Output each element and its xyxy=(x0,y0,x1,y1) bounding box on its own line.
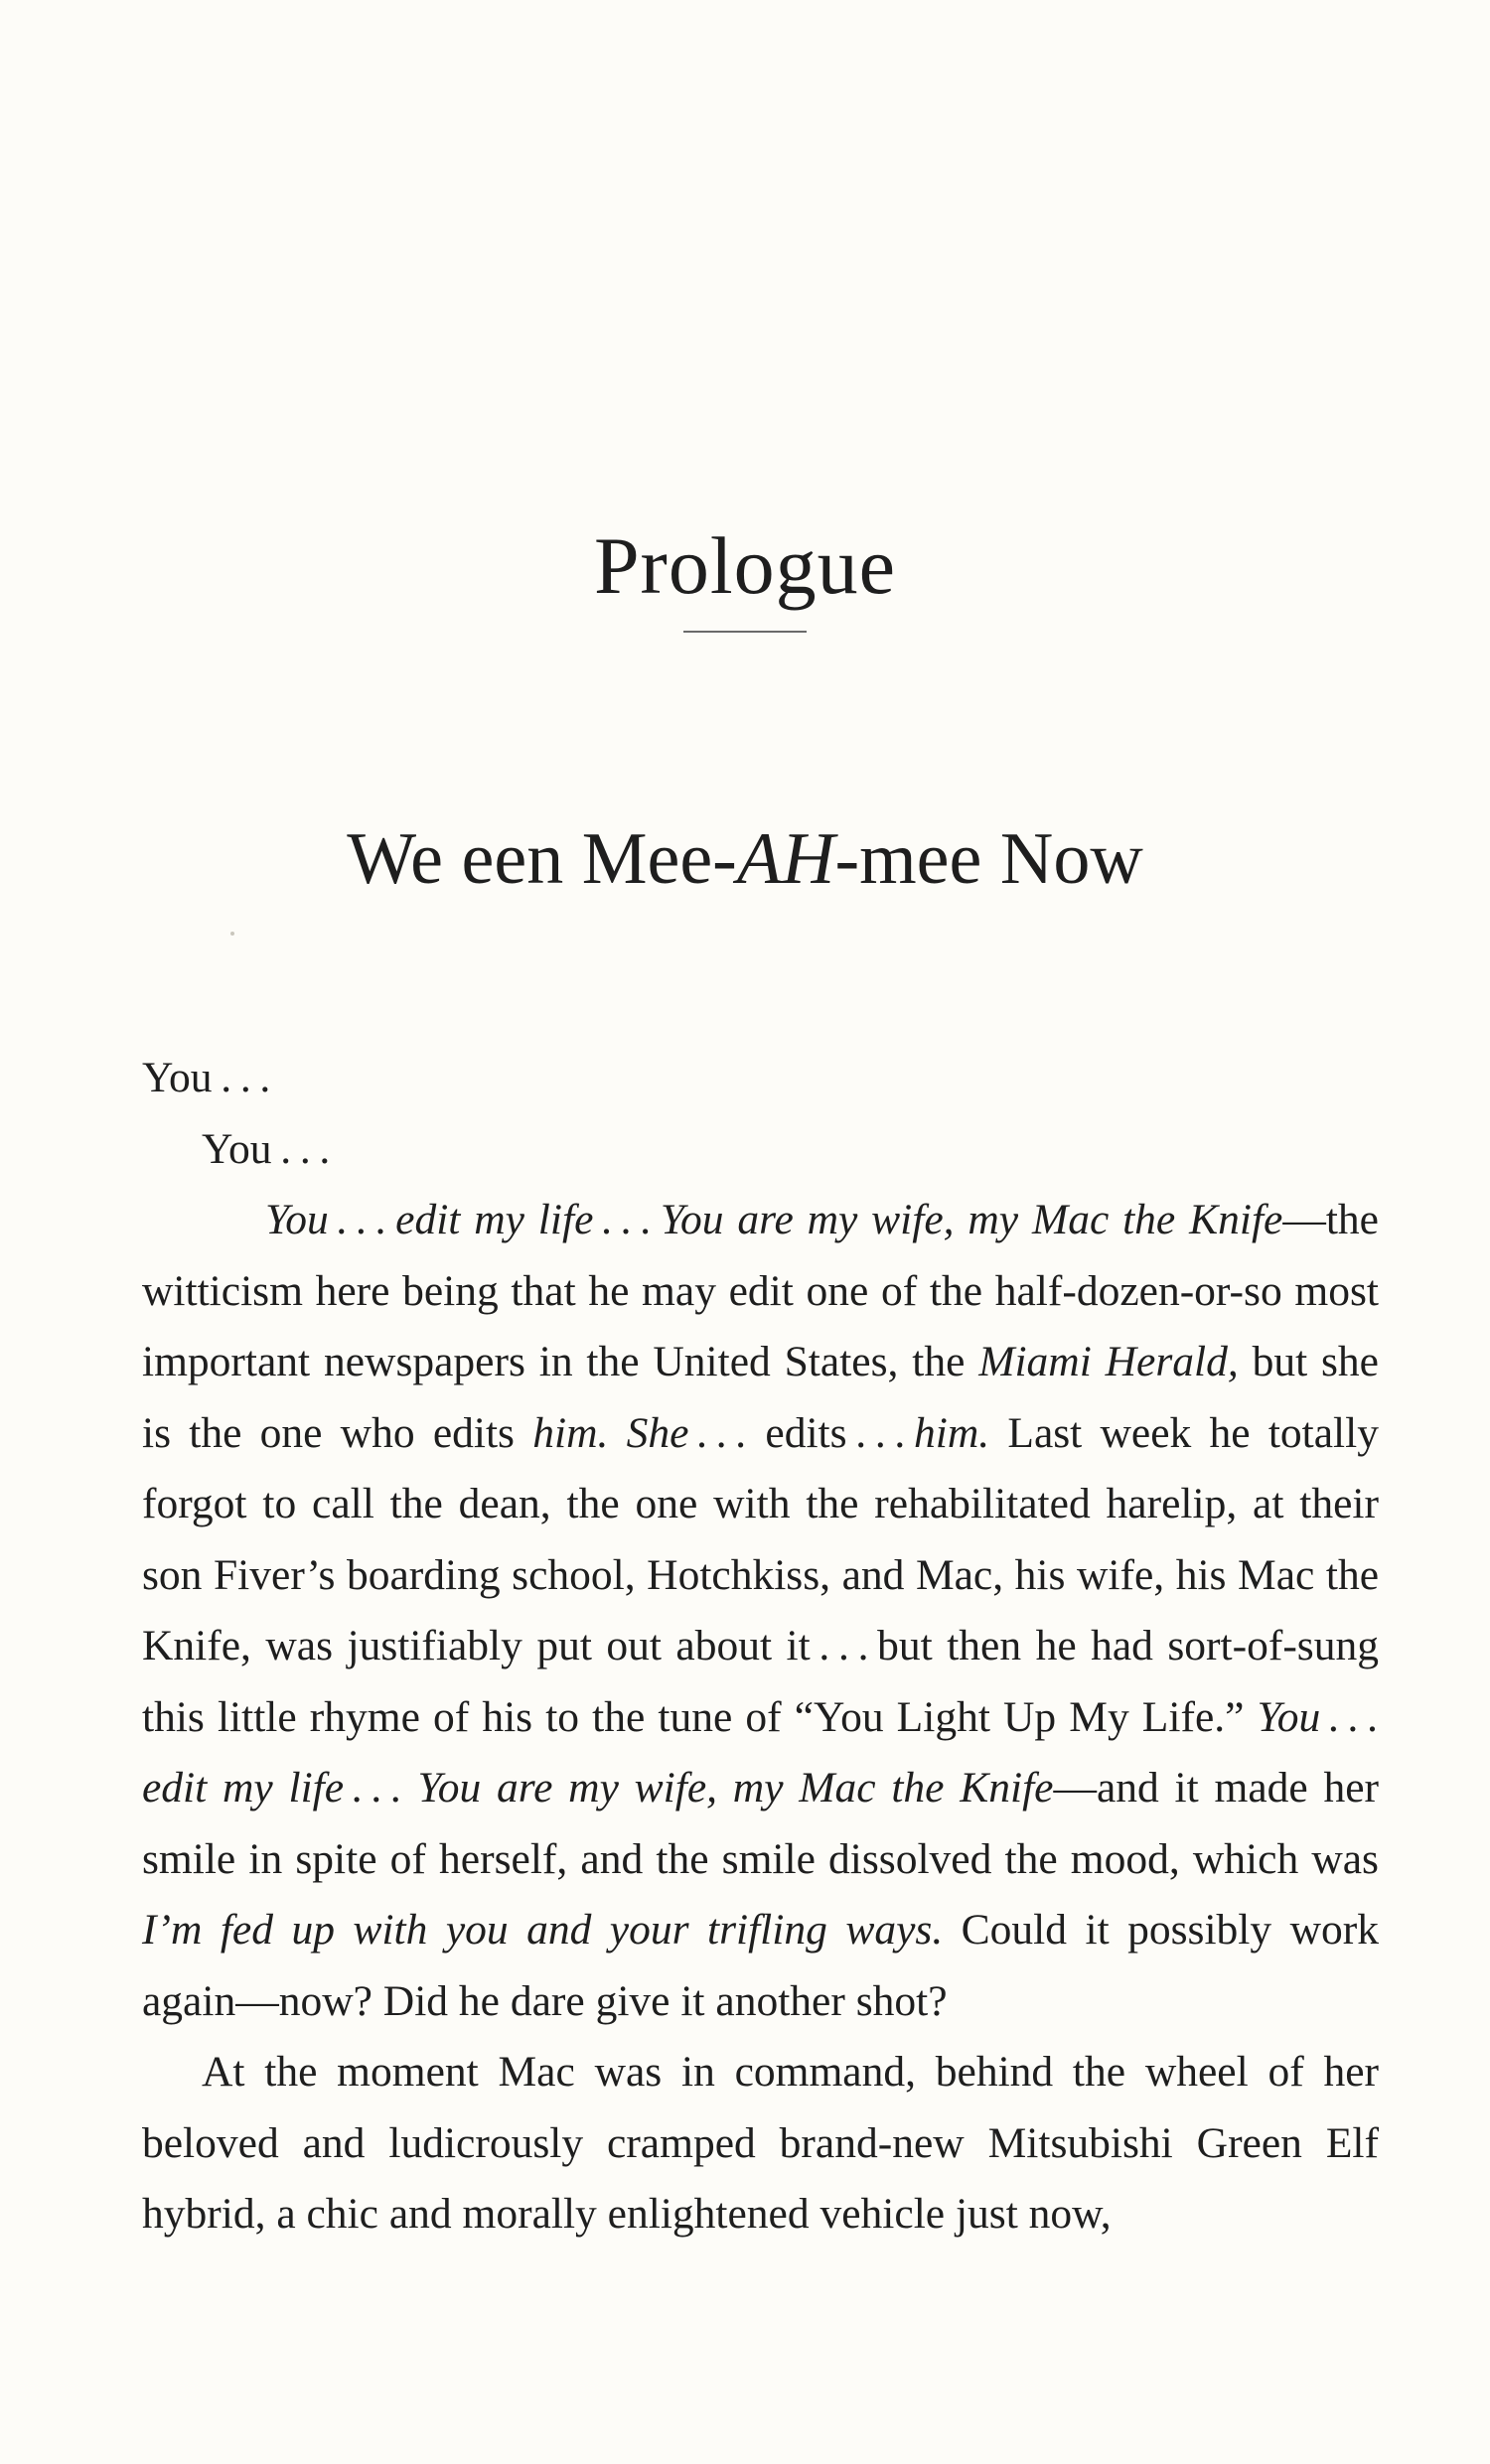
paragraph-2: You . . . xyxy=(202,1124,331,1173)
text-span: Could it possibly work again—now? Did he dare give it another shot? xyxy=(142,1906,1380,2025)
text-span: edits . . . xyxy=(747,1408,915,1457)
text-span: —the witticism here being that he may edit one of the half-dozen-or-so most important newspapers in the United States, the xyxy=(142,1196,1379,1385)
text-span: Last week he totally forgot to call the dean, the one with the rehabilitated harelip, at their son Fiver’s boarding school, Hotchkiss, and Mac, his wife, his Mac the Knife, was justifiably put out about it . . . but then he had sort-of-sung this little rhyme of his to the tune of “You Light Up My Life.” xyxy=(142,1408,1379,1741)
text-span: You . . . edit my life . . . You are my wife, my Mac the Knife xyxy=(142,1692,1379,1812)
body-text xyxy=(142,1043,1379,2250)
chapter-title-part-1: We een Mee- xyxy=(347,818,737,900)
chapter-divider-rule xyxy=(683,631,807,633)
text-span: You . . . edit my life . . . You are my wife, my Mac the Knife xyxy=(265,1196,1283,1243)
paragraph-1: You . . . xyxy=(142,1054,271,1101)
text-span: but she is the one who edits xyxy=(142,1338,1379,1457)
chapter-title-emphasis: AH xyxy=(736,818,835,900)
chapter-title-part-2: -mee Now xyxy=(834,818,1143,900)
text-span: I’m fed up with you and your trifling ways. xyxy=(142,1906,944,1954)
text-span: him. xyxy=(914,1408,990,1457)
text-span: —and it made her smile in spite of herself, and the smile dissolved the mood, which was xyxy=(142,1764,1380,1883)
paragraph-3 xyxy=(142,1185,1379,2037)
chapter-title xyxy=(0,814,1490,904)
chapter-label: Prologue xyxy=(593,520,897,611)
text-span: Miami Herald, xyxy=(978,1338,1239,1385)
paper-speck xyxy=(230,932,234,936)
text-span: him. She . . . xyxy=(532,1408,748,1457)
paragraph-4: At the moment Mac was in command, behind the wheel of her beloved and ludicrously cramped brand-new Mitsubishi Green Elf hybrid, a chic and morally enlightened vehicle just now, xyxy=(142,2048,1379,2238)
